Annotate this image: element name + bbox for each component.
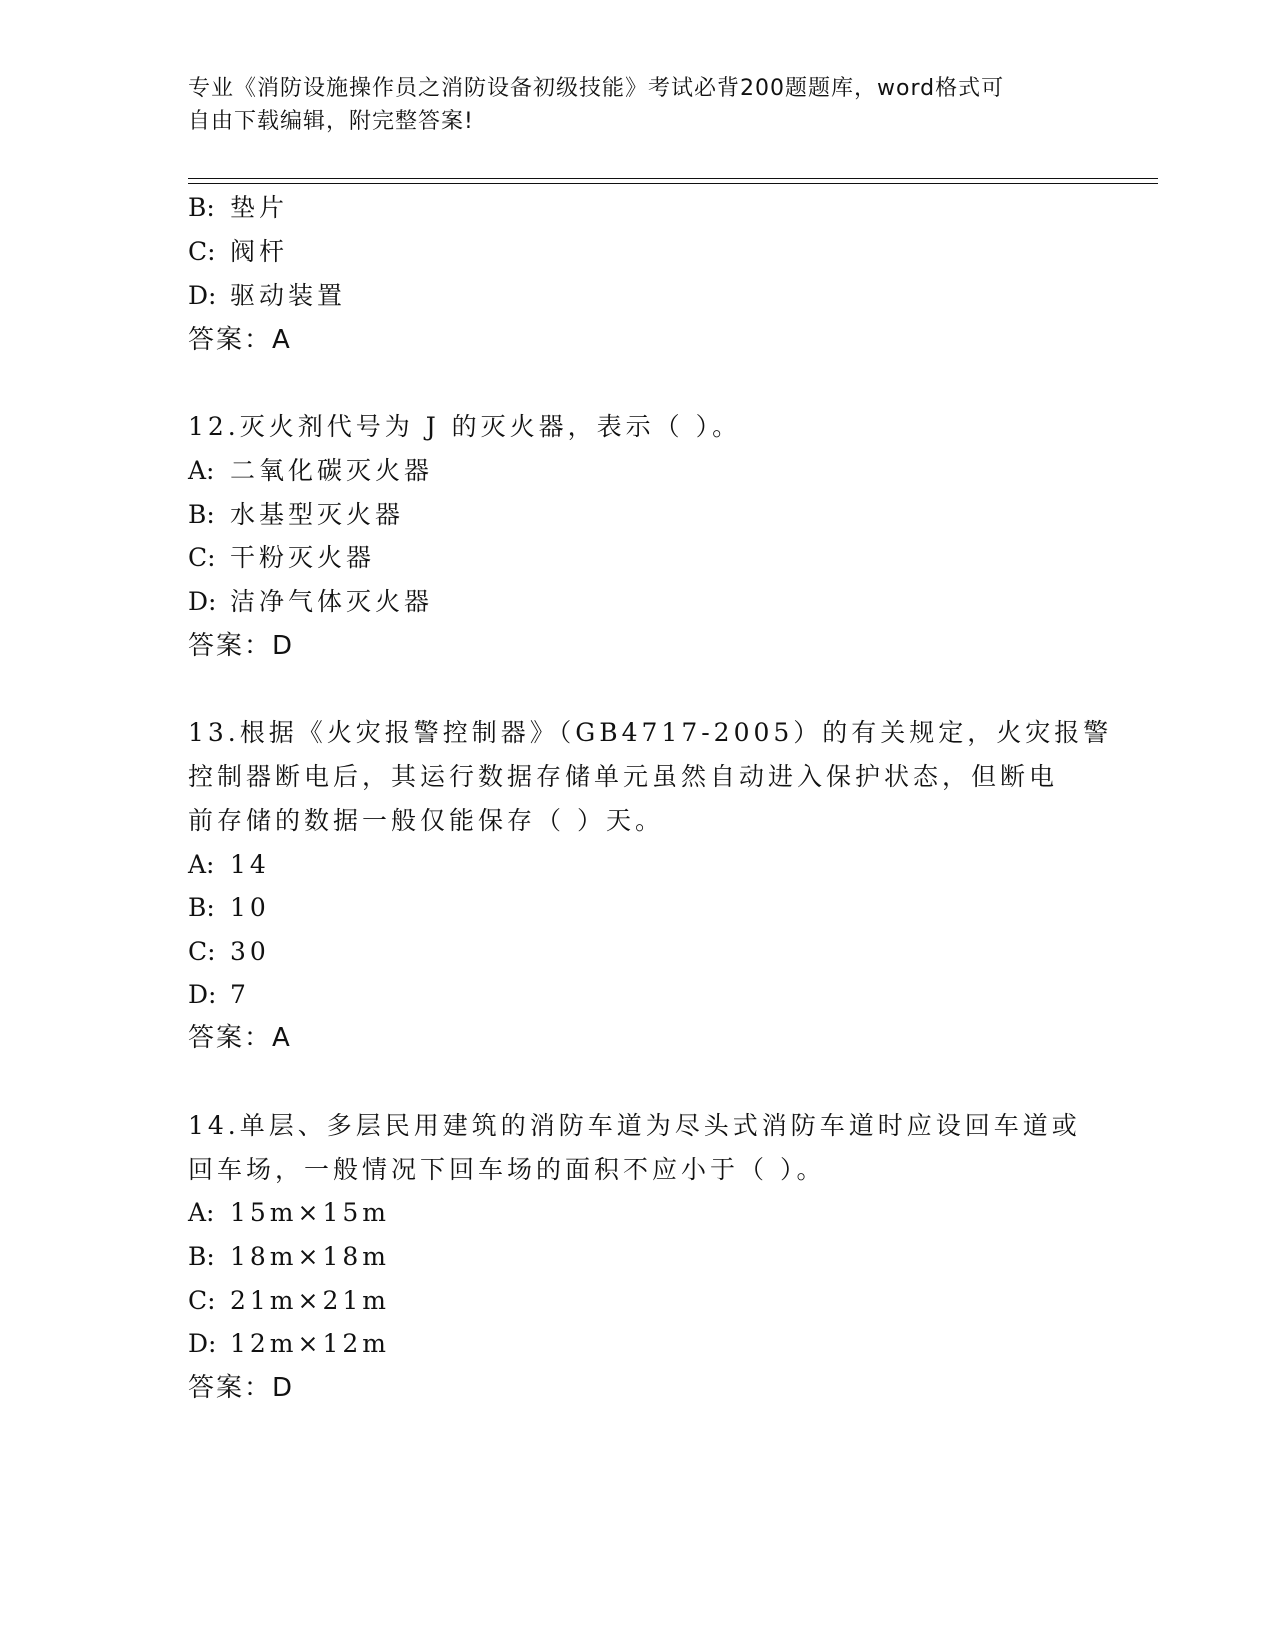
answer-line: 答案：D xyxy=(188,1373,295,1403)
option-text: 阀杆 xyxy=(230,237,289,266)
option-text: 15m×15m xyxy=(230,1198,390,1227)
option-label: B: xyxy=(188,1242,215,1271)
option-label: D: xyxy=(188,1329,217,1358)
option-c xyxy=(188,543,375,573)
option-label: D: xyxy=(188,587,217,616)
option-label: C: xyxy=(188,1286,216,1315)
option-d xyxy=(188,1329,390,1359)
option-d xyxy=(188,980,250,1010)
option-c xyxy=(188,237,288,267)
option-c xyxy=(188,937,270,967)
header-line-2: 自由下载编辑，附完整答案! xyxy=(188,109,474,134)
option-text: 18m×18m xyxy=(230,1242,390,1271)
answer-line: 答案：A xyxy=(188,325,292,355)
option-d xyxy=(188,281,346,311)
option-label: C: xyxy=(188,937,216,966)
option-label: C: xyxy=(188,237,216,266)
header-divider-top xyxy=(188,178,1158,179)
question-14-text-line-2: 回车场，一般情况下回车场的面积不应小于（ ）。 xyxy=(188,1155,826,1184)
option-label: A: xyxy=(188,850,215,879)
option-text: 10 xyxy=(230,893,270,922)
option-label: D: xyxy=(188,980,217,1009)
option-label: A: xyxy=(188,1198,215,1227)
option-b xyxy=(188,1242,390,1272)
option-a xyxy=(188,850,270,880)
option-label: D: xyxy=(188,281,217,310)
option-b xyxy=(188,193,288,223)
option-a xyxy=(188,1198,390,1228)
header-line-1: 专业《消防设施操作员之消防设备初级技能》考试必背200题题库，word格式可 xyxy=(188,76,1005,101)
option-text: 7 xyxy=(230,980,250,1009)
question-13-text-line-1: 13.根据《火灾报警控制器》（GB4717-2005）的有关规定，火灾报警 xyxy=(188,718,1113,747)
option-text: 30 xyxy=(230,937,270,966)
option-text: 12m×12m xyxy=(230,1329,390,1358)
option-d xyxy=(188,587,433,617)
option-b xyxy=(188,500,404,530)
header-divider-bottom xyxy=(188,183,1158,184)
option-text: 干粉灭火器 xyxy=(230,543,376,572)
question-14-text-line-1: 14.单层、多层民用建筑的消防车道为尽头式消防车道时应设回车道或 xyxy=(188,1111,1081,1140)
question-13-text-line-2: 控制器断电后，其运行数据存储单元虽然自动进入保护状态，但断电 xyxy=(188,762,1059,791)
option-a xyxy=(188,456,433,486)
document-header xyxy=(188,72,1088,138)
answer-line: 答案：A xyxy=(188,1023,292,1053)
option-label: B: xyxy=(188,500,215,529)
option-label: A: xyxy=(188,456,215,485)
question-12-text: 12.灭火剂代号为 J 的灭火器，表示（ ）。 xyxy=(188,412,742,441)
option-text: 洁净气体灭火器 xyxy=(230,587,434,616)
option-text: 水基型灭火器 xyxy=(230,500,405,529)
option-text: 垫片 xyxy=(230,193,289,222)
option-b xyxy=(188,893,270,923)
option-text: 14 xyxy=(230,850,270,879)
option-c xyxy=(188,1286,390,1316)
option-text: 21m×21m xyxy=(230,1286,390,1315)
option-text: 驱动装置 xyxy=(230,281,347,310)
option-label: C: xyxy=(188,543,216,572)
option-label: B: xyxy=(188,893,215,922)
option-label: B: xyxy=(188,193,215,222)
question-13-text-line-3: 前存储的数据一般仅能保存（ ）天。 xyxy=(188,806,664,835)
answer-line: 答案：D xyxy=(188,631,295,661)
option-text: 二氧化碳灭火器 xyxy=(230,456,434,485)
